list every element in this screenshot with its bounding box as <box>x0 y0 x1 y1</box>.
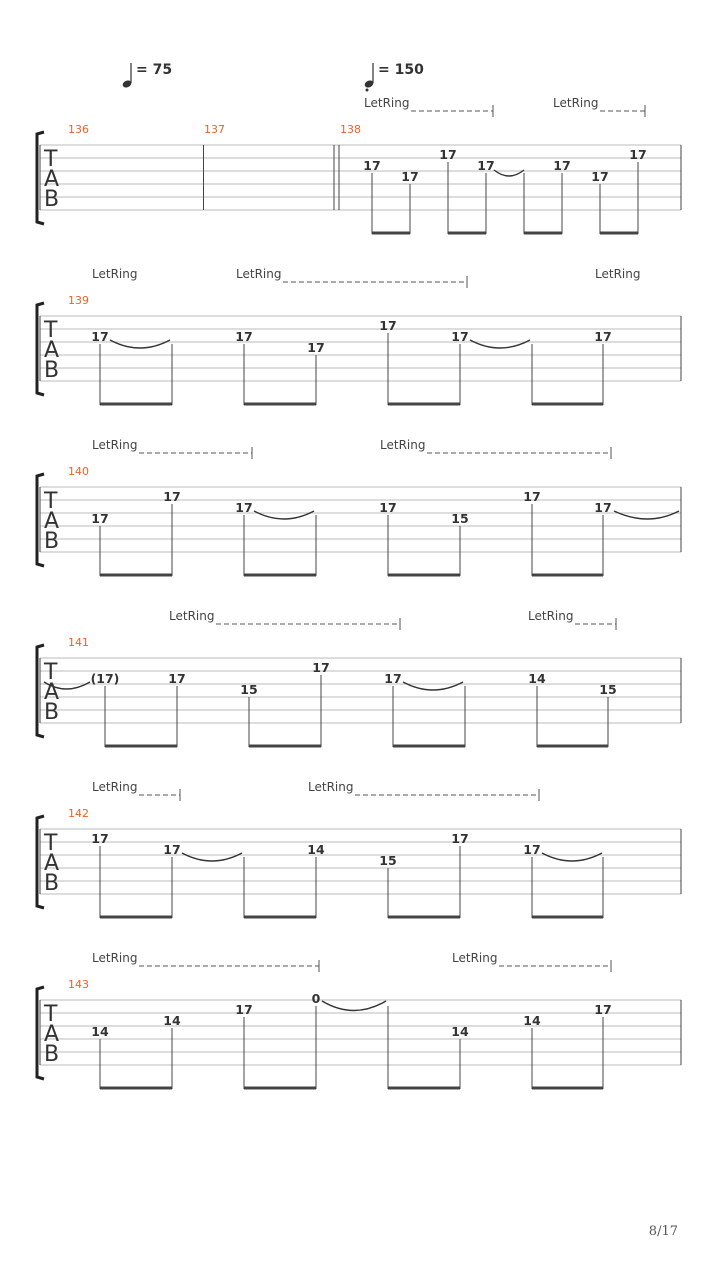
tie-arc <box>182 853 242 861</box>
tab-clef-letter: T <box>44 831 58 856</box>
tempo-mark-150 <box>364 62 425 92</box>
fret-number: 17 <box>439 147 457 162</box>
measure-number: 137 <box>204 123 225 136</box>
fret-number: 17 <box>363 158 381 173</box>
fret-number: 0 <box>311 991 321 1006</box>
measure-number: 142 <box>68 807 89 820</box>
let-ring-label: LetRing <box>364 96 410 110</box>
tab-system-2 <box>37 267 681 405</box>
barlines <box>40 145 681 210</box>
tab-clef-letter: B <box>44 871 60 896</box>
fret-number: (17) <box>90 671 120 686</box>
tab-clef-letter: A <box>44 851 60 876</box>
fret-number: 17 <box>629 147 647 162</box>
let-ring-label: LetRing <box>528 609 574 623</box>
let-ring-marks <box>92 267 640 288</box>
fret-number: 17 <box>235 1002 253 1017</box>
tab-system-6 <box>37 951 681 1089</box>
tab-clef-letter: T <box>44 660 58 685</box>
page-number: 8/17 <box>648 1224 678 1239</box>
tab-clef-letter: B <box>44 700 60 725</box>
fret-number: 17 <box>451 831 469 846</box>
barlines <box>40 658 681 723</box>
fret-number: 17 <box>235 329 253 344</box>
tab-staff-lines <box>40 658 681 723</box>
tab-clef-letter: B <box>44 187 60 212</box>
fret-numbers <box>91 991 611 1039</box>
tab-clef-letter: B <box>44 1042 60 1067</box>
tab-clef <box>43 831 59 896</box>
measure-number: 143 <box>68 978 89 991</box>
tempo-value: = 75 <box>136 62 173 78</box>
fret-number: 17 <box>379 500 397 515</box>
fret-number: 17 <box>168 671 186 686</box>
fret-number: 17 <box>451 329 469 344</box>
let-ring-label: LetRing <box>595 267 641 281</box>
barlines <box>40 829 681 894</box>
fret-number: 17 <box>163 489 181 504</box>
fret-number: 17 <box>401 169 419 184</box>
tie-arc <box>542 853 602 861</box>
tab-clef <box>43 489 59 554</box>
tab-system-3 <box>37 438 681 576</box>
let-ring-label: LetRing <box>380 438 426 452</box>
fret-number: 17 <box>312 660 330 675</box>
fret-numbers <box>91 318 611 355</box>
fret-number: 17 <box>91 831 109 846</box>
fret-number: 14 <box>163 1013 181 1028</box>
tab-clef-letter: T <box>44 489 58 514</box>
let-ring-marks <box>169 609 616 630</box>
fret-number: 14 <box>451 1024 469 1039</box>
fret-number: 17 <box>594 1002 612 1017</box>
tempo-value: = 150 <box>378 62 424 78</box>
fret-number: 17 <box>594 329 612 344</box>
let-ring-label: LetRing <box>169 609 215 623</box>
measure-number: 139 <box>68 294 89 307</box>
fret-number: 17 <box>163 842 181 857</box>
tab-clef-letter: A <box>44 509 60 534</box>
fret-number: 17 <box>477 158 495 173</box>
tie-arc <box>322 1001 386 1011</box>
tie-arc <box>110 340 170 348</box>
tab-staff-lines <box>40 145 681 210</box>
tab-clef-letter: A <box>44 1022 60 1047</box>
measure-number: 141 <box>68 636 89 649</box>
tab-clef-letter: A <box>44 680 60 705</box>
let-ring-label: LetRing <box>92 438 138 452</box>
fret-number: 14 <box>91 1024 109 1039</box>
fret-number: 15 <box>451 511 469 526</box>
tab-staff-lines <box>40 487 681 552</box>
tab-clef-letter: B <box>44 358 60 383</box>
fret-number: 17 <box>553 158 571 173</box>
tab-clef-letter: T <box>44 1002 58 1027</box>
let-ring-label: LetRing <box>92 780 138 794</box>
fret-number: 17 <box>307 340 325 355</box>
fret-number: 14 <box>528 671 546 686</box>
tab-clef-letter: A <box>44 167 60 192</box>
fret-number: 17 <box>523 842 541 857</box>
measure-number: 138 <box>340 123 361 136</box>
tab-clef <box>43 660 59 725</box>
tab-staff-lines <box>40 829 681 894</box>
fret-number: 15 <box>240 682 258 697</box>
tab-clef-letter: T <box>44 147 58 172</box>
fret-number: 17 <box>91 329 109 344</box>
measure-number: 140 <box>68 465 89 478</box>
accent-dot-icon <box>366 89 369 92</box>
tempo-mark-75 <box>122 62 173 89</box>
fret-number: 17 <box>384 671 402 686</box>
fret-number: 15 <box>599 682 617 697</box>
fret-number: 17 <box>379 318 397 333</box>
fret-number: 17 <box>523 489 541 504</box>
fret-numbers <box>91 489 611 526</box>
note-stems <box>100 333 603 405</box>
tab-system-1 <box>37 96 681 234</box>
tab-clef-letter: B <box>44 529 60 554</box>
tie-arc <box>254 511 314 519</box>
fret-number: 15 <box>379 853 397 868</box>
let-ring-label: LetRing <box>553 96 599 110</box>
measure-number: 136 <box>68 123 89 136</box>
let-ring-marks <box>364 96 645 117</box>
fret-number: 17 <box>594 500 612 515</box>
fret-number: 17 <box>91 511 109 526</box>
let-ring-label: LetRing <box>236 267 282 281</box>
let-ring-marks <box>92 780 539 801</box>
tab-clef <box>43 1002 59 1067</box>
let-ring-marks <box>92 951 611 972</box>
barlines <box>40 487 681 552</box>
tie-arc <box>403 682 463 690</box>
tie-arc <box>470 340 530 348</box>
let-ring-label: LetRing <box>92 951 138 965</box>
let-ring-marks <box>92 438 611 459</box>
tab-clef-letter: T <box>44 318 58 343</box>
fret-number: 17 <box>235 500 253 515</box>
tab-clef-letter: A <box>44 338 60 363</box>
tie-arc <box>614 511 679 519</box>
tie-marks <box>322 1001 386 1011</box>
fret-number: 17 <box>591 169 609 184</box>
fret-numbers <box>363 147 646 184</box>
fret-number: 14 <box>523 1013 541 1028</box>
tab-system-4 <box>37 609 681 747</box>
fret-numbers <box>91 660 617 697</box>
tab-clef <box>43 147 59 212</box>
let-ring-label: LetRing <box>452 951 498 965</box>
let-ring-label: LetRing <box>92 267 138 281</box>
note-stems <box>100 504 603 576</box>
let-ring-label: LetRing <box>308 780 354 794</box>
tab-clef <box>43 318 59 383</box>
tab-system-5 <box>37 780 681 918</box>
fret-number: 14 <box>307 842 325 857</box>
